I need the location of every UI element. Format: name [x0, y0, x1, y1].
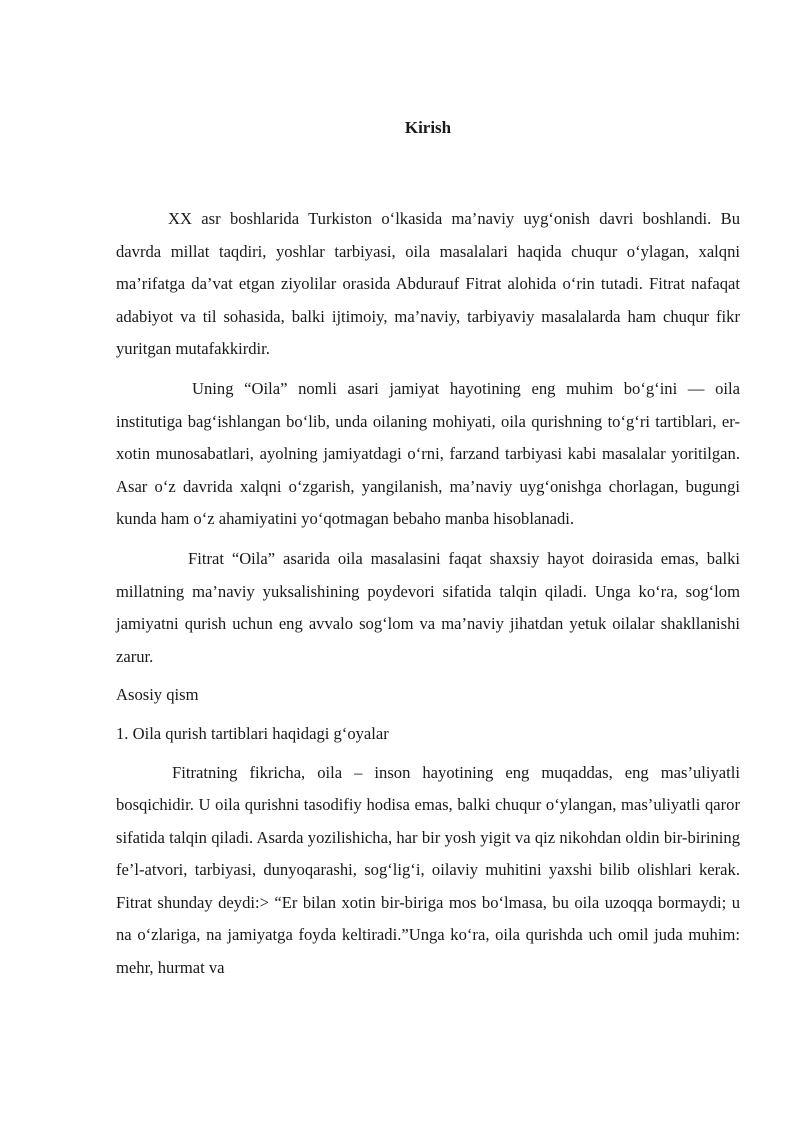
- intro-paragraph-1: XX asr boshlarida Turkiston o‘lkasida ma’naviy uyg‘onish davri boshlandi. Bu davrda millat taqdiri, yoshlar tarbiyasi, oila masalalari haqida chuqur o‘ylagan, xalqni ma’rifatga da’vat etgan ziyolilar orasida Abdurauf Fitrat alohida o‘rin tutadi. Fitrat nafaqat adabiyot va til sohasida, balki ijtimoiy, ma’naviy, tarbiyaviy masalalarda ham chuqur fikr yuritgan mutafakkirdir.: [116, 209, 740, 359]
- document-title: Kirish: [404, 118, 452, 137]
- intro-paragraph-2: Uning “Oila” nomli asari jamiyat hayotining eng muhim bo‘g‘ini — oila institutiga bag‘ishlangan bo‘lib, unda oilaning mohiyati, oila qurishning to‘g‘ri tartiblari, er-xotin munosabatlari, ayolning jamiyatdagi o‘rni, farzand tarbiyasi kabi masalalar yoritilgan. Asar o‘z davrida xalqni o‘zgarish, yangilanish, ma’naviy uyg‘onishga chorlagan, bugungi kunda ham o‘z ahamiyatini yo‘qotmagan bebaho manba hisoblanadi.: [116, 378, 740, 529]
- main-paragraph-1: Fitratning fikricha, oila – inson hayotining eng muqaddas, eng mas’uliyatli bosqichidir. U oila qurishni tasodifiy hodisa emas, balki chuqur o‘ylangan, mas’uliyatli qaror sifatida talqin qiladi. Asarda yozilishicha, har bir yosh yigit va qiz nikohdan oldin bir-birining fe’l-atvori, tarbiyasi, dunyoqarashi, sog‘lig‘i, oilaviy muhitini yaxshi bilib olishlari kerak. Fitrat shunday deydi:> “Er bilan xotin bir-biriga mos bo‘lmasa, bu oila uzoqqa bormaydi; u na o‘zlariga, na jamiyatga foyda keltiradi.”Unga ko‘ra, oila qurishda uch omil juda muhim: mehr, hurmat va: [116, 762, 740, 978]
- intro-paragraph-3: Fitrat “Oila” asarida oila masalasini faqat shaxsiy hayot doirasida emas, balki millatning ma’naviy yuksalishining poydevori sifatida talqin qiladi. Unga ko‘ra, sog‘lom jamiyatni qurish uchun eng avvalo sog‘lom va ma’naviy jihatdan yetuk oilalar shakllanishi zarur.: [116, 548, 740, 666]
- document-body: [116, 203, 740, 985]
- section-heading: Asosiy qism: [116, 685, 199, 705]
- subsection-heading: 1. Oila qurish tartiblari haqidagi g‘oyalar: [116, 723, 389, 743]
